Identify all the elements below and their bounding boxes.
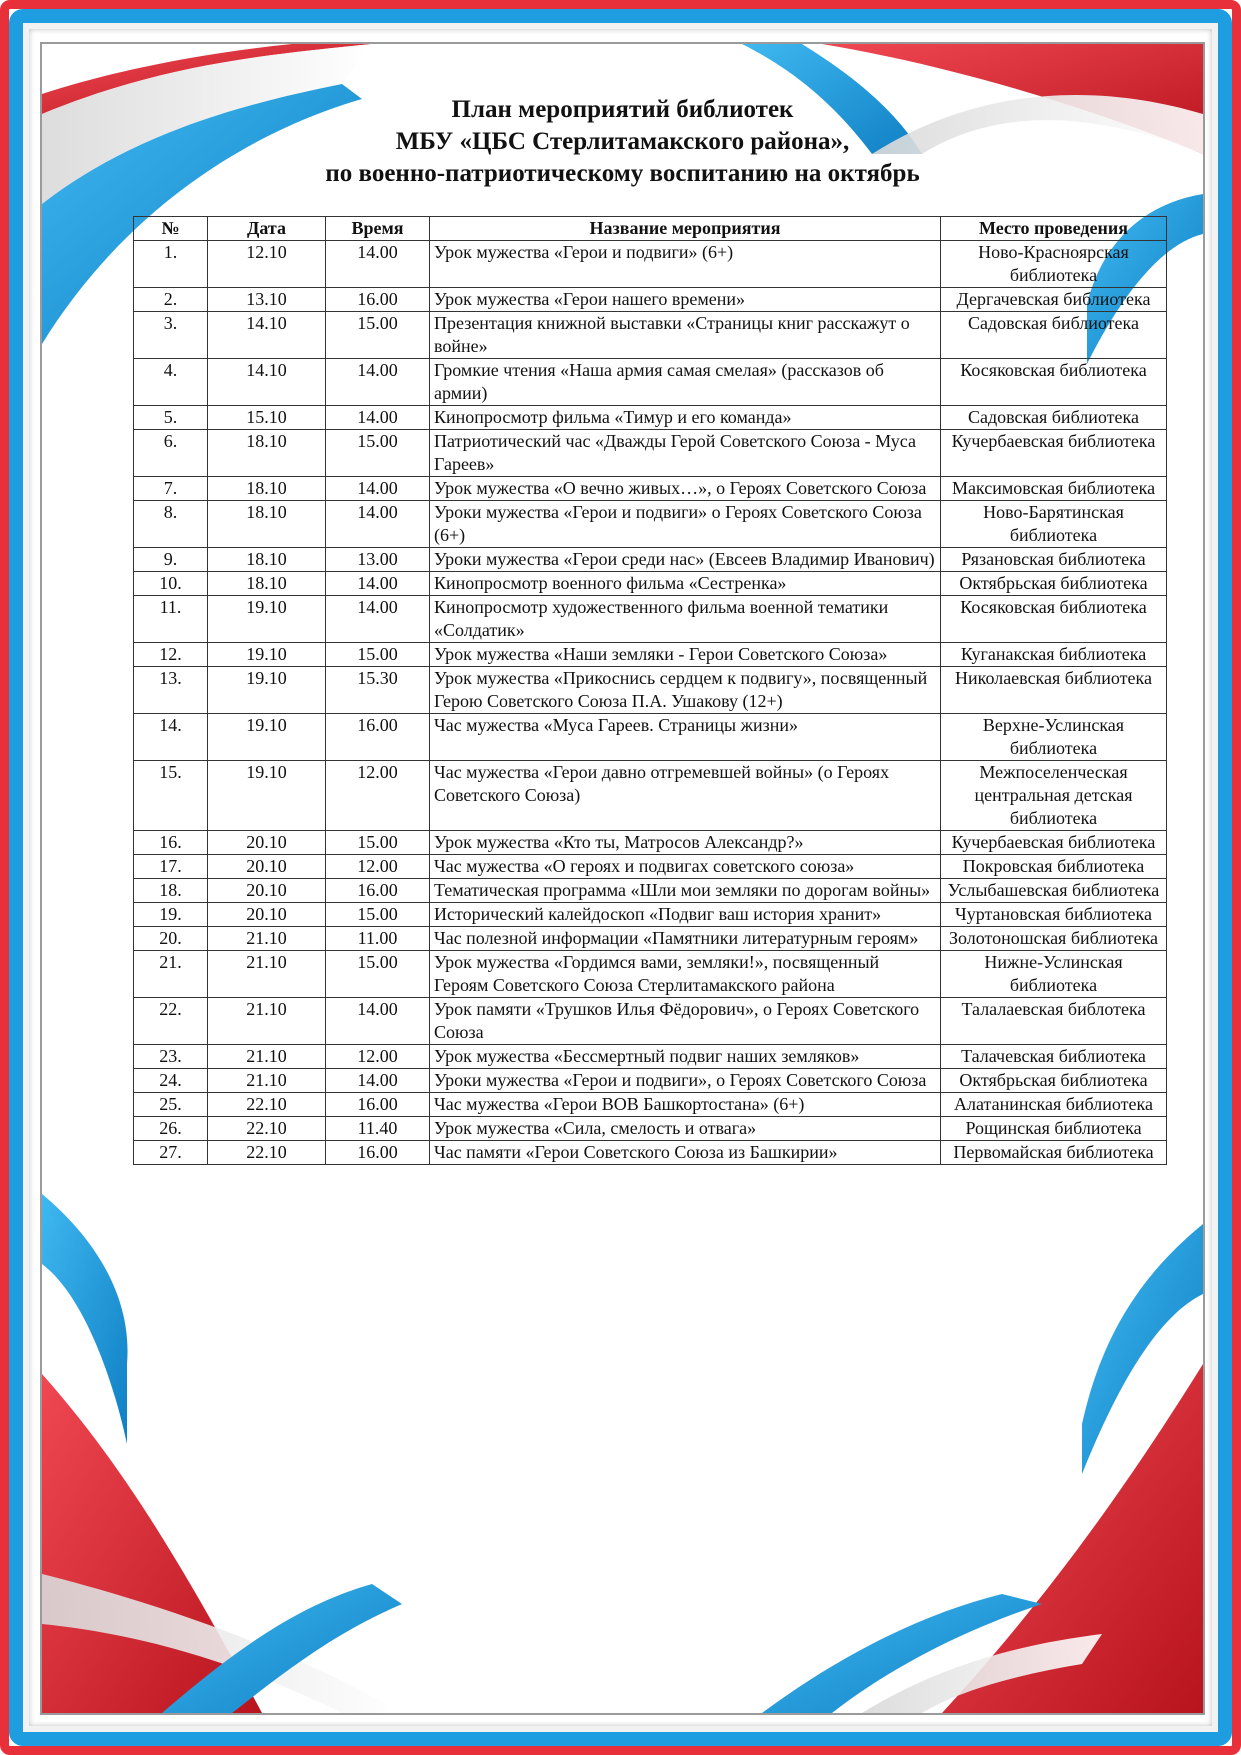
cell-num: 12. [134, 643, 208, 667]
title-line-3: по военно-патриотическому воспитанию на октябрь [325, 160, 920, 187]
cell-date: 20.10 [208, 855, 326, 879]
cell-time: 11.00 [326, 927, 430, 951]
cell-num: 3. [134, 312, 208, 359]
cell-date: 22.10 [208, 1117, 326, 1141]
cell-date: 18.10 [208, 501, 326, 548]
cell-place: Садовская библиотека [941, 406, 1167, 430]
cell-time: 14.00 [326, 241, 430, 288]
table-row [134, 761, 1167, 831]
cell-date: 18.10 [208, 477, 326, 501]
cell-num: 15. [134, 761, 208, 831]
table-row [134, 501, 1167, 548]
cell-place: Первомайская библиотека [941, 1141, 1167, 1165]
cell-num: 14. [134, 714, 208, 761]
table-row [134, 288, 1167, 312]
cell-time: 14.00 [326, 477, 430, 501]
cell-date: 14.10 [208, 359, 326, 406]
cell-time: 16.00 [326, 1093, 430, 1117]
cell-num: 9. [134, 548, 208, 572]
cell-date: 21.10 [208, 927, 326, 951]
cell-date: 21.10 [208, 951, 326, 998]
cell-place: Услыбашевская библиотека [941, 879, 1167, 903]
page-title [42, 94, 1203, 190]
cell-num: 6. [134, 430, 208, 477]
cell-date: 14.10 [208, 312, 326, 359]
cell-date: 18.10 [208, 430, 326, 477]
cell-time: 14.00 [326, 1069, 430, 1093]
header-place: Место проведения [941, 217, 1167, 241]
cell-place: Алатанинская библиотека [941, 1093, 1167, 1117]
cell-date: 19.10 [208, 667, 326, 714]
cell-date: 22.10 [208, 1093, 326, 1117]
cell-date: 22.10 [208, 1141, 326, 1165]
cell-name: Урок мужества «Герои нашего времени» [430, 288, 941, 312]
cell-time: 15.00 [326, 430, 430, 477]
cell-name: Уроки мужества «Герои среди нас» (Евсеев Владимир Иванович) [430, 548, 941, 572]
cell-name: Урок мужества «Кто ты, Матросов Александр?» [430, 831, 941, 855]
cell-place: Покровская библиотека [941, 855, 1167, 879]
cell-place: Садовская библиотека [941, 312, 1167, 359]
cell-place: Максимовская библиотека [941, 477, 1167, 501]
cell-time: 14.00 [326, 359, 430, 406]
cell-time: 15.00 [326, 951, 430, 998]
cell-time: 12.00 [326, 1045, 430, 1069]
cell-name: Урок мужества «Бессмертный подвиг наших земляков» [430, 1045, 941, 1069]
table-row [134, 831, 1167, 855]
cell-num: 26. [134, 1117, 208, 1141]
cell-name: Патриотический час «Дважды Герой Советского Союза - Муса Гареев» [430, 430, 941, 477]
table-row [134, 998, 1167, 1045]
cell-num: 13. [134, 667, 208, 714]
cell-date: 21.10 [208, 1045, 326, 1069]
cell-time: 11.40 [326, 1117, 430, 1141]
table-header-row [134, 217, 1167, 241]
cell-time: 14.00 [326, 406, 430, 430]
header-time: Время [326, 217, 430, 241]
cell-time: 12.00 [326, 855, 430, 879]
cell-place: Ново-Красноярская библиотека [941, 241, 1167, 288]
cell-place: Рощинская библиотека [941, 1117, 1167, 1141]
cell-place: Николаевская библиотека [941, 667, 1167, 714]
cell-num: 25. [134, 1093, 208, 1117]
cell-place: Дергачевская библиотека [941, 288, 1167, 312]
cell-num: 2. [134, 288, 208, 312]
cell-time: 15.00 [326, 643, 430, 667]
document-page [40, 42, 1205, 1715]
cell-num: 27. [134, 1141, 208, 1165]
cell-time: 14.00 [326, 501, 430, 548]
cell-place: Куганакская библиотека [941, 643, 1167, 667]
header-name: Название мероприятия [430, 217, 941, 241]
cell-date: 21.10 [208, 998, 326, 1045]
table-row [134, 430, 1167, 477]
cell-num: 5. [134, 406, 208, 430]
cell-time: 14.00 [326, 998, 430, 1045]
cell-date: 20.10 [208, 879, 326, 903]
cell-name: Уроки мужества «Герои и подвиги», о Героях Советского Союза [430, 1069, 941, 1093]
table-row [134, 1045, 1167, 1069]
cell-place: Талачевская библиотека [941, 1045, 1167, 1069]
cell-time: 16.00 [326, 288, 430, 312]
table-row [134, 548, 1167, 572]
cell-time: 12.00 [326, 761, 430, 831]
header-date: Дата [208, 217, 326, 241]
cell-num: 7. [134, 477, 208, 501]
cell-num: 19. [134, 903, 208, 927]
table-row [134, 359, 1167, 406]
cell-date: 13.10 [208, 288, 326, 312]
cell-time: 14.00 [326, 572, 430, 596]
cell-num: 10. [134, 572, 208, 596]
cell-name: Урок мужества «Герои и подвиги» (6+) [430, 241, 941, 288]
table-row [134, 903, 1167, 927]
title-line-2: МБУ «ЦБС Стерлитамакского района», [395, 128, 850, 155]
table-row [134, 312, 1167, 359]
cell-name: Урок мужества «Гордимся вами, земляки!», посвященный Героям Советского Союза Стерлитамакского района [430, 951, 941, 998]
cell-place: Золотоношская библиотека [941, 927, 1167, 951]
cell-num: 11. [134, 596, 208, 643]
cell-name: Урок мужества «Наши земляки - Герои Советского Союза» [430, 643, 941, 667]
table-row [134, 927, 1167, 951]
cell-name: Час мужества «Муса Гареев. Страницы жизни» [430, 714, 941, 761]
cell-num: 8. [134, 501, 208, 548]
cell-name: Урок мужества «О вечно живых…», о Героях Советского Союза [430, 477, 941, 501]
cell-time: 13.00 [326, 548, 430, 572]
cell-num: 17. [134, 855, 208, 879]
cell-date: 19.10 [208, 761, 326, 831]
cell-num: 1. [134, 241, 208, 288]
cell-name: Урок памяти «Трушков Илья Фёдорович», о Героях Советского Союза [430, 998, 941, 1045]
cell-place: Талалаевская библотека [941, 998, 1167, 1045]
cell-name: Час полезной информации «Памятники литературным героям» [430, 927, 941, 951]
table-row [134, 1141, 1167, 1165]
cell-date: 21.10 [208, 1069, 326, 1093]
table-row [134, 951, 1167, 998]
table-row [134, 241, 1167, 288]
cell-date: 19.10 [208, 643, 326, 667]
cell-time: 16.00 [326, 714, 430, 761]
table-row [134, 406, 1167, 430]
cell-num: 22. [134, 998, 208, 1045]
cell-num: 24. [134, 1069, 208, 1093]
cell-place: Рязановская библиотека [941, 548, 1167, 572]
table-row [134, 643, 1167, 667]
cell-name: Кинопросмотр фильма «Тимур и его команда» [430, 406, 941, 430]
cell-name: Час мужества «Герои ВОВ Башкортостана» (6+) [430, 1093, 941, 1117]
cell-name: Час мужества «О героях и подвигах советского союза» [430, 855, 941, 879]
cell-date: 19.10 [208, 714, 326, 761]
cell-date: 19.10 [208, 596, 326, 643]
table-row [134, 714, 1167, 761]
cell-place: Межпоселенческая центральная детская библиотека [941, 761, 1167, 831]
header-num: № [134, 217, 208, 241]
cell-date: 18.10 [208, 572, 326, 596]
cell-place: Октябрьская библиотека [941, 572, 1167, 596]
cell-date: 12.10 [208, 241, 326, 288]
cell-date: 18.10 [208, 548, 326, 572]
cell-name: Тематическая программа «Шли мои земляки по дорогам войны» [430, 879, 941, 903]
cell-date: 15.10 [208, 406, 326, 430]
cell-num: 16. [134, 831, 208, 855]
cell-place: Октябрьская библиотека [941, 1069, 1167, 1093]
cell-name: Час мужества «Герои давно отгремевшей войны» (о Героях Советского Союза) [430, 761, 941, 831]
events-table [133, 216, 1167, 1165]
table-row [134, 1069, 1167, 1093]
cell-place: Косяковская библиотека [941, 359, 1167, 406]
cell-time: 16.00 [326, 879, 430, 903]
cell-place: Верхне-Услинская библиотека [941, 714, 1167, 761]
table-row [134, 1117, 1167, 1141]
cell-name: Час памяти «Герои Советского Союза из Башкирии» [430, 1141, 941, 1165]
table-row [134, 667, 1167, 714]
cell-name: Урок мужества «Сила, смелость и отвага» [430, 1117, 941, 1141]
cell-place: Ново-Барятинская библиотека [941, 501, 1167, 548]
cell-num: 21. [134, 951, 208, 998]
table-row [134, 1093, 1167, 1117]
cell-time: 14.00 [326, 596, 430, 643]
table-row [134, 596, 1167, 643]
cell-date: 20.10 [208, 831, 326, 855]
cell-place: Кучербаевская библиотека [941, 430, 1167, 477]
cell-num: 18. [134, 879, 208, 903]
cell-num: 20. [134, 927, 208, 951]
cell-num: 23. [134, 1045, 208, 1069]
cell-time: 16.00 [326, 1141, 430, 1165]
cell-name: Урок мужества «Прикоснись сердцем к подвигу», посвященный Герою Советского Союза П.А. Ушакову (12+) [430, 667, 941, 714]
cell-name: Кинопросмотр военного фильма «Сестренка» [430, 572, 941, 596]
cell-name: Презентация книжной выставки «Страницы книг расскажут о войне» [430, 312, 941, 359]
cell-place: Кучербаевская библиотека [941, 831, 1167, 855]
cell-name: Кинопросмотр художественного фильма военной тематики «Солдатик» [430, 596, 941, 643]
cell-place: Чуртановская библиотека [941, 903, 1167, 927]
table-row [134, 477, 1167, 501]
table-row [134, 572, 1167, 596]
cell-date: 20.10 [208, 903, 326, 927]
cell-num: 4. [134, 359, 208, 406]
cell-name: Громкие чтения «Наша армия самая смелая» (рассказов об армии) [430, 359, 941, 406]
cell-name: Уроки мужества «Герои и подвиги» о Героях Советского Союза (6+) [430, 501, 941, 548]
table-row [134, 855, 1167, 879]
cell-time: 15.00 [326, 831, 430, 855]
cell-place: Косяковская библиотека [941, 596, 1167, 643]
cell-time: 15.00 [326, 312, 430, 359]
cell-time: 15.30 [326, 667, 430, 714]
title-line-1: План мероприятий библиотек [451, 96, 794, 123]
cell-time: 15.00 [326, 903, 430, 927]
cell-place: Нижне-Услинская библиотека [941, 951, 1167, 998]
table-row [134, 879, 1167, 903]
cell-name: Исторический калейдоскоп «Подвиг ваш история хранит» [430, 903, 941, 927]
